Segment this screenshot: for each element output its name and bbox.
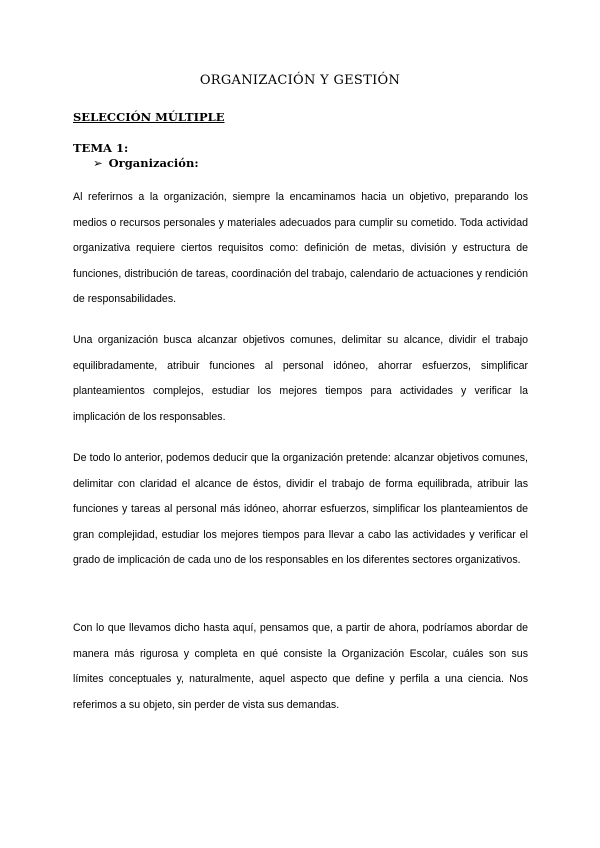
subheading (93, 156, 199, 170)
arrow-bullet-icon: ➢ (93, 156, 103, 170)
section-heading: SELECCIÓN MÚLTIPLE (73, 110, 225, 124)
subheading-label: Organización: (108, 156, 199, 170)
paragraph-4: Con lo que llevamos dicho hasta aquí, pensamos que, a partir de ahora, podríamos abordar de manera más rigurosa y completa en qué consiste la Organización Escolar, cuáles son sus límites conceptuales y, naturalmente, aquel aspecto que define y perfila a una ciencia. Nos referimos a su objeto, sin perder de vista sus demandas. (73, 622, 528, 711)
paragraph-1: Al referirnos a la organización, siempre la encaminamos hacia un objetivo, preparando los medios o recursos personales y materiales adecuados para cumplir su cometido. Toda actividad organizativa requiere ciertos requisitos como: definición de metas, división y estructura de funciones, distribución de tareas, coordinación del trabajo, calendario de actuaciones y rendición de responsabilidades. (73, 191, 528, 305)
paragraph-3: De todo lo anterior, podemos deducir que la organización pretende: alcanzar objetivos comunes, delimitar con claridad el alcance de éstos, dividir el trabajo de forma equilibrada, atribuir las funciones y tareas al personal más idóneo, ahorrar esfuerzos, simplificar los planteamientos de gran complejidad, estudiar los mejores tiempos para llevar a cabo las actividades y verificar el grado de implicación de cada uno de los responsables en los diferentes sectores organizativos. (73, 452, 528, 566)
topic-heading: TEMA 1: (73, 141, 129, 155)
document-title: ORGANIZACIÓN Y GESTIÓN (199, 73, 401, 88)
paragraph-2: Una organización busca alcanzar objetivos comunes, delimitar su alcance, dividir el trabajo equilibradamente, atribuir funciones al personal idóneo, ahorrar esfuerzos, simplificar planteamientos complejos, estudiar los mejores tiempos para actividades y verificar la implicación de los responsables. (73, 334, 528, 423)
